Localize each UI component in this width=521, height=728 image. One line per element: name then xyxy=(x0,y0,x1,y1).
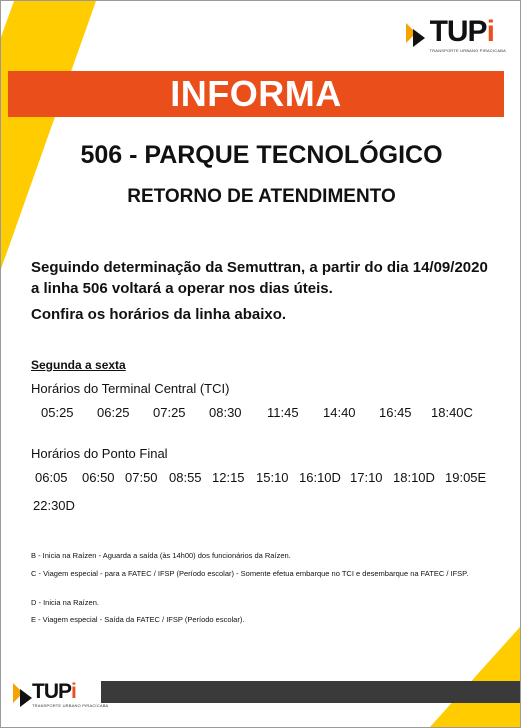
departure-time: 06:50 xyxy=(82,470,115,485)
departure-time: 05:25 xyxy=(41,405,74,420)
departure-time: 19:05E xyxy=(445,470,487,485)
departure-time: 08:30 xyxy=(209,405,242,420)
schedule-intro-paragraph: Confira os horários da linha abaixo. xyxy=(31,306,287,323)
logo-wordmark xyxy=(32,681,108,702)
departure-time: 07:50 xyxy=(125,470,158,485)
corner-decoration-bottom-right xyxy=(430,627,520,727)
logo-arrow-icon xyxy=(13,683,31,705)
departure-time: 22:30D xyxy=(33,498,75,513)
departure-time: 07:25 xyxy=(153,405,186,420)
departure-time: 06:05 xyxy=(35,470,68,485)
informa-banner: INFORMA xyxy=(8,71,504,117)
footnote-c: C - Viagem especial - para a FATEC / IFSP (Período escolar) - Somente efetua embarque no TCI e desembarque na FATEC / IFSP. xyxy=(31,569,469,578)
logo-wordmark xyxy=(430,17,506,47)
departure-time: 14:40 xyxy=(323,405,356,420)
departure-time: 06:25 xyxy=(97,405,130,420)
departure-time: 16:45 xyxy=(379,405,412,420)
logo-tagline: TRANSPORTE URBANO PIRACICABA xyxy=(429,48,506,53)
line-subtitle: RETORNO DE ATENDIMENTO xyxy=(127,186,396,207)
logo-brand-prefix: TUP xyxy=(32,680,71,703)
tupi-logo-top xyxy=(406,17,506,53)
footnote-d: D - Inicia na Raízen. xyxy=(31,598,99,607)
terminal-schedule-label: Horários do Terminal Central (TCI) xyxy=(31,381,230,396)
departure-time: 15:10 xyxy=(256,470,289,485)
departure-time: 18:10D xyxy=(393,470,435,485)
logo-brand-prefix: TUP xyxy=(429,15,487,48)
footnote-e: E - Viagem especial - Saída da FATEC / IFSP (Período escolar). xyxy=(31,615,245,624)
logo-brand-accent: i xyxy=(71,680,76,703)
logo-arrow-icon xyxy=(406,23,428,51)
tupi-logo-bottom xyxy=(13,681,108,708)
announcement-paragraph: Seguindo determinação da Semuttran, a partir do dia 14/09/2020 a linha 506 voltará a operar nos dias úteis. xyxy=(31,259,488,297)
corner-decoration-top-left xyxy=(1,1,96,269)
departure-time: 18:40C xyxy=(431,405,473,420)
departure-time: 16:10D xyxy=(299,470,341,485)
corner-cutout xyxy=(1,1,14,37)
line-title: 506 - PARQUE TECNOLÓGICO xyxy=(80,141,443,169)
logo-tagline: TRANSPORTE URBANO PIRACICABA xyxy=(32,703,109,708)
days-heading: Segunda a sexta xyxy=(31,358,126,372)
departure-time: 08:55 xyxy=(169,470,202,485)
departure-time: 17:10 xyxy=(350,470,383,485)
departure-time: 12:15 xyxy=(212,470,245,485)
departure-time: 11:45 xyxy=(267,405,299,420)
logo-brand-accent: i xyxy=(486,15,494,48)
footnote-b: B - Inicia na Raízen - Aguarda a saída (às 14h00) dos funcionários da Raízen. xyxy=(31,551,291,560)
footer-bar xyxy=(101,681,521,703)
final-stop-schedule-label: Horários do Ponto Final xyxy=(31,446,168,461)
